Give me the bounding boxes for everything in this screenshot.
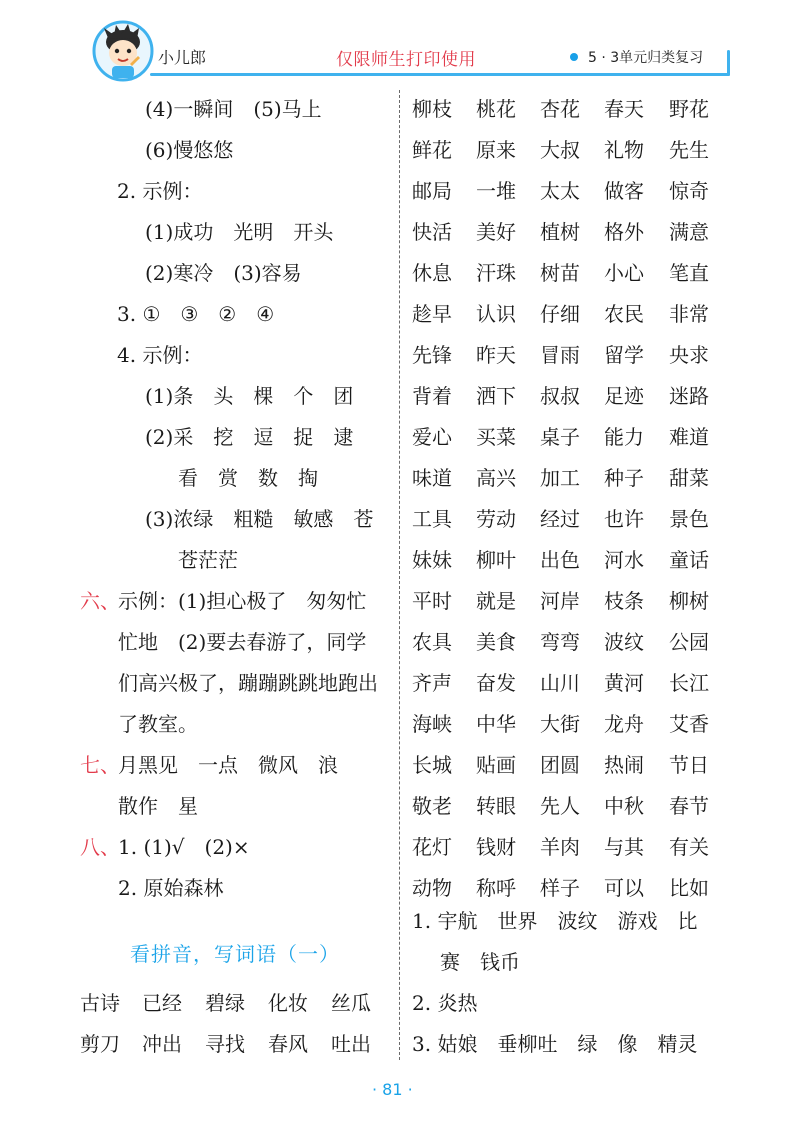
- word: 转眼: [476, 794, 516, 818]
- word: 碧绿: [205, 991, 245, 1015]
- answer-line: 月黑见 一点 微风 浪: [118, 753, 338, 777]
- word: 美食: [476, 630, 516, 654]
- word: 样子: [540, 876, 580, 900]
- column-divider: [399, 90, 400, 1060]
- answer-line: 忙地 (2)要去春游了，同学: [118, 630, 367, 654]
- word: 春风: [268, 1032, 308, 1056]
- answer-line: (4)一瞬间 (5)马上: [145, 97, 322, 121]
- word: 妹妹: [412, 548, 452, 572]
- word: 高兴: [476, 466, 516, 490]
- answer-line: 4. 示例：: [117, 343, 203, 367]
- word: 先人: [540, 794, 580, 818]
- word: 礼物: [604, 138, 644, 162]
- word: 劳动: [476, 507, 516, 531]
- word: 敬老: [412, 794, 452, 818]
- word: 贴画: [476, 753, 516, 777]
- word: 认识: [476, 302, 516, 326]
- word: 能力: [604, 425, 644, 449]
- word: 奋发: [476, 671, 516, 695]
- word: 笔直: [669, 261, 709, 285]
- section-label-6: 六、: [80, 589, 120, 613]
- answer-line: 看 赏 数 掏: [178, 466, 318, 490]
- word: 原来: [476, 138, 516, 162]
- word: 比如: [669, 876, 709, 900]
- word: 节日: [669, 753, 709, 777]
- answer-line: 散作 星: [118, 794, 198, 818]
- word: 植树: [540, 220, 580, 244]
- answer-line: 赛 钱币: [440, 950, 520, 974]
- word: 桃花: [476, 97, 516, 121]
- word: 冒雨: [540, 343, 580, 367]
- unit-label: 5 · 3单元归类复习: [588, 50, 704, 66]
- answer-line: 苍茫茫: [178, 548, 238, 572]
- word: 与其: [604, 835, 644, 859]
- word: 古诗: [80, 991, 120, 1015]
- word: 弯弯: [540, 630, 580, 654]
- word: 满意: [669, 220, 709, 244]
- word: 长江: [669, 671, 709, 695]
- word: 邮局: [412, 179, 452, 203]
- word: 波纹: [604, 630, 644, 654]
- word: 冲出: [142, 1032, 182, 1056]
- word: 小心: [604, 261, 644, 285]
- answer-line: 了教室。: [118, 712, 198, 736]
- word: 钱财: [476, 835, 516, 859]
- word: 做客: [604, 179, 644, 203]
- answer-line: 2. 原始森林: [118, 876, 224, 900]
- word: 太太: [540, 179, 580, 203]
- word: 也许: [604, 507, 644, 531]
- word: 已经: [142, 991, 182, 1015]
- header-rule-end: [727, 50, 730, 76]
- answer-line: 们高兴极了，蹦蹦跳跳地跑出: [118, 671, 378, 695]
- word: 桌子: [540, 425, 580, 449]
- word: 先锋: [412, 343, 452, 367]
- word: 种子: [604, 466, 644, 490]
- word: 吐出: [331, 1032, 371, 1056]
- word: 羊肉: [540, 835, 580, 859]
- word: 一堆: [476, 179, 516, 203]
- word: 平时: [412, 589, 452, 613]
- word: 加工: [540, 466, 580, 490]
- word: 背着: [412, 384, 452, 408]
- word: 化妆: [268, 991, 308, 1015]
- word: 河水: [604, 548, 644, 572]
- word: 景色: [669, 507, 709, 531]
- word: 热闹: [604, 753, 644, 777]
- word: 非常: [669, 302, 709, 326]
- word: 齐声: [412, 671, 452, 695]
- word: 央求: [669, 343, 709, 367]
- word: 树苗: [540, 261, 580, 285]
- word: 有关: [669, 835, 709, 859]
- word: 春天: [604, 97, 644, 121]
- word: 海峡: [412, 712, 452, 736]
- page-number: · 81 ·: [372, 1080, 413, 1099]
- page-header: [0, 0, 800, 100]
- word: 叔叔: [540, 384, 580, 408]
- word: 可以: [604, 876, 644, 900]
- word: 中华: [476, 712, 516, 736]
- word: 爱心: [412, 425, 452, 449]
- word: 工具: [412, 507, 452, 531]
- word: 经过: [540, 507, 580, 531]
- word: 农民: [604, 302, 644, 326]
- word: 农具: [412, 630, 452, 654]
- word: 趁早: [412, 302, 452, 326]
- word: 寻找: [205, 1032, 245, 1056]
- word: 团圆: [540, 753, 580, 777]
- word: 河岸: [540, 589, 580, 613]
- answer-line: (1)成功 光明 开头: [145, 220, 334, 244]
- word: 黄河: [604, 671, 644, 695]
- word: 柳树: [669, 589, 709, 613]
- word: 大街: [540, 712, 580, 736]
- answer-line: (2)采 挖 逗 捉 逮: [145, 425, 354, 449]
- word: 柳叶: [476, 548, 516, 572]
- word: 足迹: [604, 384, 644, 408]
- word: 野花: [669, 97, 709, 121]
- answer-line: 3. 姑娘 垂柳吐 绿 像 精灵: [412, 1032, 698, 1056]
- word: 昨天: [476, 343, 516, 367]
- word: 留学: [604, 343, 644, 367]
- word: 艾香: [669, 712, 709, 736]
- word: 中秋: [604, 794, 644, 818]
- answer-line: 3. ① ③ ② ④: [117, 302, 275, 326]
- word: 洒下: [476, 384, 516, 408]
- word: 迷路: [669, 384, 709, 408]
- word: 山川: [540, 671, 580, 695]
- word: 剪刀: [80, 1032, 120, 1056]
- word: 称呼: [476, 876, 516, 900]
- word: 杏花: [540, 97, 580, 121]
- word: 买菜: [476, 425, 516, 449]
- word: 先生: [669, 138, 709, 162]
- word: 动物: [412, 876, 452, 900]
- usage-restriction: 仅限师生打印使用: [336, 50, 476, 70]
- word: 就是: [476, 589, 516, 613]
- boy-mascot-logo: [92, 20, 154, 82]
- word: 花灯: [412, 835, 452, 859]
- word: 公园: [669, 630, 709, 654]
- section-title: 看拼音，写词语（一）: [130, 942, 340, 966]
- word: 格外: [604, 220, 644, 244]
- answer-line: (2)寒冷 (3)容易: [145, 261, 302, 285]
- answer-line: 1. 宇航 世界 波纹 游戏 比: [412, 909, 698, 933]
- word: 出色: [540, 548, 580, 572]
- word: 枝条: [604, 589, 644, 613]
- word: 童话: [669, 548, 709, 572]
- answer-line: (1)条 头 棵 个 团: [145, 384, 354, 408]
- word: 休息: [412, 261, 452, 285]
- answer-line: (6)慢悠悠: [145, 138, 234, 162]
- answer-line: 1. (1)√ (2)×: [118, 835, 250, 859]
- word: 味道: [412, 466, 452, 490]
- word: 丝瓜: [331, 991, 371, 1015]
- word: 甜菜: [669, 466, 709, 490]
- word: 鲜花: [412, 138, 452, 162]
- header-rule: [150, 73, 730, 76]
- word: 惊奇: [669, 179, 709, 203]
- section-label-7: 七、: [80, 753, 120, 777]
- answer-line: 示例：(1)担心极了 匆匆忙: [118, 589, 367, 613]
- answer-line: 2. 示例：: [117, 179, 203, 203]
- word: 大叔: [540, 138, 580, 162]
- word: 龙舟: [604, 712, 644, 736]
- word: 仔细: [540, 302, 580, 326]
- word: 难道: [669, 425, 709, 449]
- brand-name: 小儿郎: [158, 48, 207, 67]
- answer-line: (3)浓绿 粗糙 敏感 苍: [145, 507, 374, 531]
- word: 美好: [476, 220, 516, 244]
- word: 长城: [412, 753, 452, 777]
- bullet-dot: [570, 53, 578, 61]
- answer-line: 2. 炎热: [412, 991, 478, 1015]
- word: 汗珠: [476, 261, 516, 285]
- word: 快活: [412, 220, 452, 244]
- word: 春节: [669, 794, 709, 818]
- word: 柳枝: [412, 97, 452, 121]
- section-label-8: 八、: [80, 835, 120, 859]
